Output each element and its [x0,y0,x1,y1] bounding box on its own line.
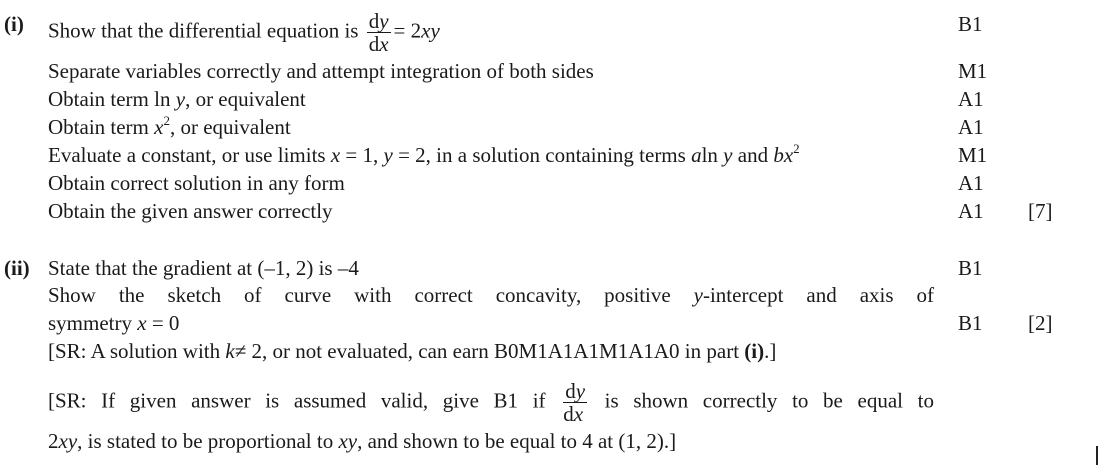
text-segment: = 1, [340,143,384,167]
text-segment: bx [773,143,794,167]
text-segment: Show that the differential equation is [48,18,364,43]
text-segment: (i) [744,339,765,363]
part-label: (i) [4,12,24,36]
superscript: 2 [163,113,170,128]
text-segment: ln [701,143,724,167]
total-marks: [2] [1028,311,1053,335]
criterion-text [48,85,306,113]
fraction-dy-dx [367,10,391,55]
criterion-text [48,337,776,365]
criterion-text [48,281,934,309]
criterion-text [48,57,594,85]
criterion-text [48,380,934,425]
criterion-text [48,309,179,337]
criterion-text [48,113,291,141]
mark-scheme-row [0,309,1100,337]
superscript: 2 [793,141,800,156]
mark-code: A1 [958,87,984,111]
mark-scheme-row [0,9,1100,56]
text-segment: y [723,143,733,167]
text-segment: x [330,143,341,167]
mark-code: M1 [958,143,988,167]
mark-scheme-row [0,113,1100,141]
text-segment: Obtain the given answer correctly [48,199,333,223]
denominator: dx [368,32,389,56]
text-segment: y [383,143,393,167]
criterion-text [48,254,359,282]
text-segment: [SR: If given answer is assumed valid, give B1 if [48,388,561,413]
text-cursor [1096,446,1098,465]
text-segment: -intercept and axis of [702,283,934,307]
mark-scheme-row [0,281,1100,309]
mark-code: M1 [958,59,988,83]
mark-scheme-row [0,337,1100,365]
numerator: dy [565,379,586,403]
text-segment: Evaluate a constant, or use limits [48,143,331,167]
text-segment: 2 [48,429,59,453]
mark-scheme-row [0,57,1100,85]
text-segment: ≠ 2, or not evaluated, can earn B0M1A1A1M1A1A0 in part [234,339,745,363]
criterion-text [48,197,333,225]
text-segment: is shown correctly to be equal to [590,388,934,413]
text-segment: x [154,115,164,139]
mark-scheme-row [0,254,1100,282]
mark-scheme-row [0,427,1100,455]
mark-scheme-row [0,379,1100,426]
mark-code: B1 [958,256,983,280]
text-segment: , and shown to be equal to 4 at (1, 2).] [357,429,677,453]
text-segment: = 2 [393,18,422,43]
text-segment: Obtain term ln [48,87,176,111]
mark-scheme-row [0,169,1100,197]
text-segment: xy [58,429,78,453]
criterion-text [48,10,440,55]
numerator: dy [368,9,389,33]
text-segment: [SR: A solution with [48,339,226,363]
text-segment: , is stated to be proportional to [77,429,339,453]
text-segment: .] [764,339,777,363]
mark-scheme-row [0,85,1100,113]
text-segment: , or equivalent [185,87,306,111]
text-segment: x [137,311,147,335]
text-segment: a [691,143,702,167]
mark-code: B1 [958,12,983,36]
mark-code: A1 [958,199,984,223]
mark-code: A1 [958,171,984,195]
criterion-text [48,141,800,169]
criterion-text [48,169,345,197]
text-segment: symmetry [48,311,138,335]
text-segment: y [693,283,703,307]
text-segment: , or equivalent [169,115,291,139]
text-segment: xy [338,429,358,453]
part-label: (ii) [4,256,30,280]
text-segment: Show the sketch of curve with correct concavity, positive [48,283,694,307]
text-segment: Separate variables correctly and attempt integration of both sides [48,59,594,83]
mark-scheme-row [0,141,1100,169]
text-segment: Obtain correct solution in any form [48,171,345,195]
text-segment: = 2, in a solution containing terms [392,143,692,167]
text-segment: xy [421,18,440,43]
mark-scheme-row [0,197,1100,225]
text-segment: k [225,339,235,363]
text-segment: = 0 [146,311,180,335]
denominator: dx [563,402,584,426]
text-segment: State that the gradient at (–1, 2) is –4 [48,256,359,280]
fraction-dy-dx [563,380,587,425]
mark-code: B1 [958,311,983,335]
text-segment: y [175,87,186,111]
mark-code: A1 [958,115,984,139]
criterion-text [48,427,676,455]
text-segment: Obtain term [48,115,155,139]
text-segment: and [732,143,774,167]
total-marks: [7] [1028,199,1053,223]
